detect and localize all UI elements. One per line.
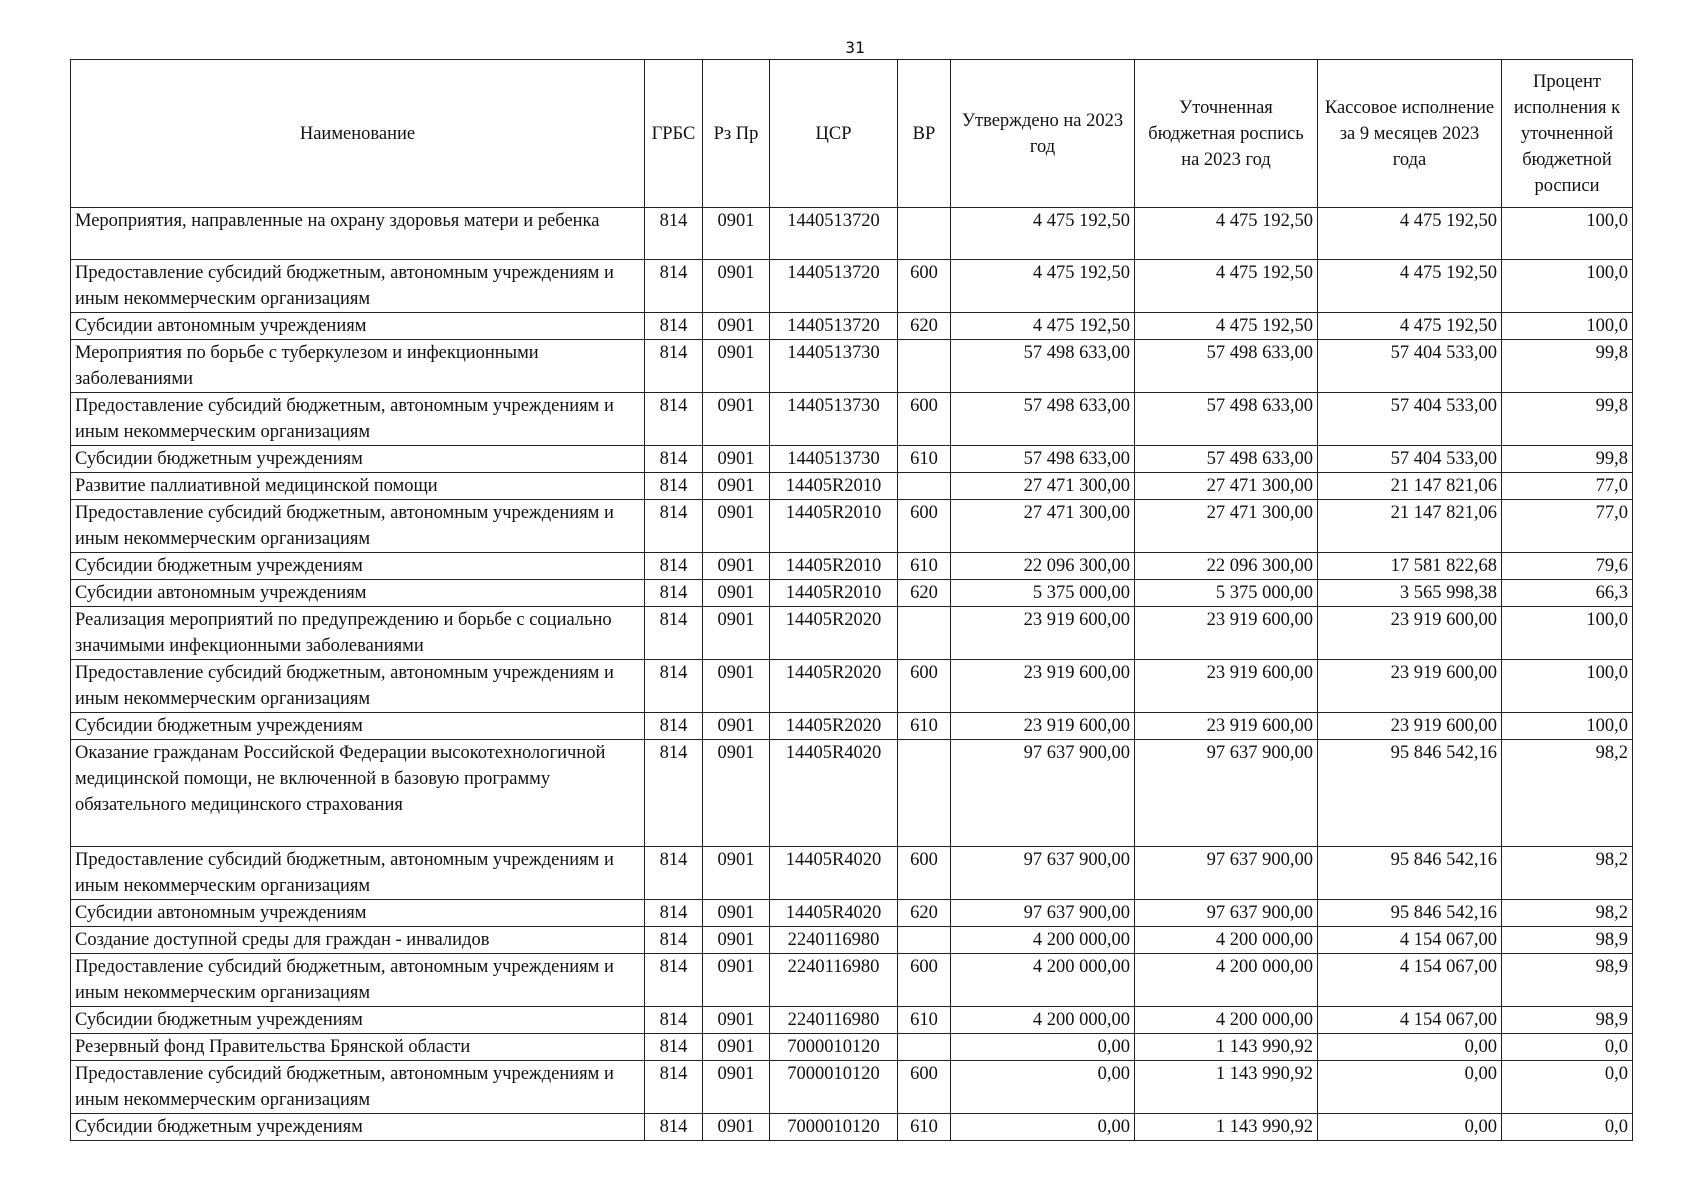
cell-rzpr: 0901 [703, 1114, 770, 1141]
cell-rzpr: 0901 [703, 927, 770, 954]
cell-approved: 57 498 633,00 [951, 340, 1135, 393]
cell-grbs: 814 [645, 740, 703, 847]
table-row [71, 260, 1633, 313]
cell-csr: 1440513720 [770, 208, 898, 260]
cell-percent: 98,2 [1502, 900, 1633, 927]
cell-vr [898, 340, 951, 393]
cell-name: Предоставление субсидий бюджетным, автономным учреждениям и иным некоммерческим организациям [71, 847, 645, 900]
cell-vr: 620 [898, 580, 951, 607]
cell-refined: 22 096 300,00 [1135, 553, 1318, 580]
cell-vr [898, 927, 951, 954]
cell-grbs: 814 [645, 340, 703, 393]
table-row [71, 847, 1633, 900]
cell-cash: 4 475 192,50 [1318, 313, 1502, 340]
cell-name: Субсидии автономным учреждениям [71, 900, 645, 927]
cell-percent: 100,0 [1502, 313, 1633, 340]
cell-grbs: 814 [645, 446, 703, 473]
cell-approved: 23 919 600,00 [951, 713, 1135, 740]
cell-cash: 4 154 067,00 [1318, 927, 1502, 954]
cell-name: Субсидии автономным учреждениям [71, 580, 645, 607]
table-row [71, 393, 1633, 446]
cell-vr: 600 [898, 500, 951, 553]
cell-approved: 5 375 000,00 [951, 580, 1135, 607]
budget-table [70, 59, 1633, 1141]
cell-vr: 610 [898, 1114, 951, 1141]
table-row [71, 208, 1633, 260]
cell-percent: 99,8 [1502, 393, 1633, 446]
cell-grbs: 814 [645, 1034, 703, 1061]
cell-name: Резервный фонд Правительства Брянской области [71, 1034, 645, 1061]
cell-approved: 4 475 192,50 [951, 313, 1135, 340]
cell-grbs: 814 [645, 393, 703, 446]
cell-percent: 98,9 [1502, 954, 1633, 1007]
cell-grbs: 814 [645, 208, 703, 260]
header-percent: Процент исполнения к уточненной бюджетной росписи [1502, 60, 1633, 208]
cell-rzpr: 0901 [703, 553, 770, 580]
cell-rzpr: 0901 [703, 473, 770, 500]
header-vr: ВР [898, 60, 951, 208]
cell-approved: 4 475 192,50 [951, 208, 1135, 260]
cell-grbs: 814 [645, 713, 703, 740]
cell-percent: 100,0 [1502, 713, 1633, 740]
header-name: Наименование [71, 60, 645, 208]
table-row [71, 1061, 1633, 1114]
cell-refined: 23 919 600,00 [1135, 607, 1318, 660]
table-row [71, 607, 1633, 660]
header-rzpr: Рз Пр [703, 60, 770, 208]
cell-rzpr: 0901 [703, 660, 770, 713]
table-row [71, 900, 1633, 927]
cell-grbs: 814 [645, 580, 703, 607]
cell-rzpr: 0901 [703, 1034, 770, 1061]
cell-percent: 66,3 [1502, 580, 1633, 607]
cell-csr: 7000010120 [770, 1114, 898, 1141]
cell-refined: 1 143 990,92 [1135, 1114, 1318, 1141]
cell-refined: 4 200 000,00 [1135, 927, 1318, 954]
cell-percent: 98,2 [1502, 740, 1633, 847]
cell-approved: 0,00 [951, 1061, 1135, 1114]
cell-approved: 4 200 000,00 [951, 1007, 1135, 1034]
cell-cash: 4 154 067,00 [1318, 1007, 1502, 1034]
cell-rzpr: 0901 [703, 580, 770, 607]
cell-name: Предоставление субсидий бюджетным, автономным учреждениям и иным некоммерческим организациям [71, 393, 645, 446]
cell-percent: 99,8 [1502, 446, 1633, 473]
cell-cash: 95 846 542,16 [1318, 847, 1502, 900]
cell-percent: 100,0 [1502, 607, 1633, 660]
cell-percent: 98,2 [1502, 847, 1633, 900]
cell-cash: 4 475 192,50 [1318, 208, 1502, 260]
cell-percent: 77,0 [1502, 500, 1633, 553]
table-row [71, 500, 1633, 553]
cell-grbs: 814 [645, 607, 703, 660]
cell-approved: 0,00 [951, 1114, 1135, 1141]
cell-approved: 23 919 600,00 [951, 660, 1135, 713]
table-row [71, 927, 1633, 954]
cell-vr: 600 [898, 660, 951, 713]
cell-grbs: 814 [645, 553, 703, 580]
cell-percent: 98,9 [1502, 1007, 1633, 1034]
cell-csr: 1440513720 [770, 260, 898, 313]
cell-csr: 1440513730 [770, 393, 898, 446]
cell-vr [898, 740, 951, 847]
cell-grbs: 814 [645, 260, 703, 313]
cell-grbs: 814 [645, 1007, 703, 1034]
cell-vr: 600 [898, 954, 951, 1007]
cell-refined: 57 498 633,00 [1135, 446, 1318, 473]
cell-refined: 23 919 600,00 [1135, 713, 1318, 740]
cell-percent: 98,9 [1502, 927, 1633, 954]
cell-grbs: 814 [645, 954, 703, 1007]
cell-name: Создание доступной среды для граждан - инвалидов [71, 927, 645, 954]
cell-grbs: 814 [645, 1061, 703, 1114]
cell-approved: 0,00 [951, 1034, 1135, 1061]
cell-cash: 3 565 998,38 [1318, 580, 1502, 607]
cell-vr: 610 [898, 553, 951, 580]
cell-approved: 4 200 000,00 [951, 927, 1135, 954]
cell-rzpr: 0901 [703, 313, 770, 340]
cell-csr: 7000010120 [770, 1061, 898, 1114]
cell-csr: 14405R2010 [770, 500, 898, 553]
cell-name: Предоставление субсидий бюджетным, автономным учреждениям и иным некоммерческим организациям [71, 260, 645, 313]
cell-approved: 27 471 300,00 [951, 500, 1135, 553]
cell-csr: 2240116980 [770, 954, 898, 1007]
cell-refined: 97 637 900,00 [1135, 740, 1318, 847]
cell-rzpr: 0901 [703, 847, 770, 900]
header-refined: Уточненная бюджетная роспись на 2023 год [1135, 60, 1318, 208]
table-row [71, 713, 1633, 740]
cell-refined: 57 498 633,00 [1135, 393, 1318, 446]
cell-cash: 21 147 821,06 [1318, 473, 1502, 500]
cell-name: Предоставление субсидий бюджетным, автономным учреждениям и иным некоммерческим организациям [71, 1061, 645, 1114]
cell-csr: 14405R2020 [770, 660, 898, 713]
cell-refined: 57 498 633,00 [1135, 340, 1318, 393]
header-csr: ЦСР [770, 60, 898, 208]
cell-percent: 100,0 [1502, 260, 1633, 313]
cell-cash: 4 154 067,00 [1318, 954, 1502, 1007]
cell-approved: 57 498 633,00 [951, 446, 1135, 473]
cell-csr: 14405R4020 [770, 847, 898, 900]
cell-cash: 95 846 542,16 [1318, 900, 1502, 927]
cell-refined: 27 471 300,00 [1135, 500, 1318, 553]
cell-approved: 97 637 900,00 [951, 847, 1135, 900]
cell-csr: 7000010120 [770, 1034, 898, 1061]
cell-grbs: 814 [645, 473, 703, 500]
cell-refined: 4 200 000,00 [1135, 1007, 1318, 1034]
cell-cash: 0,00 [1318, 1061, 1502, 1114]
header-grbs: ГРБС [645, 60, 703, 208]
cell-vr: 610 [898, 446, 951, 473]
cell-approved: 23 919 600,00 [951, 607, 1135, 660]
table-row [71, 340, 1633, 393]
table-row [71, 954, 1633, 1007]
cell-vr [898, 1034, 951, 1061]
cell-refined: 4 200 000,00 [1135, 954, 1318, 1007]
cell-percent: 100,0 [1502, 208, 1633, 260]
cell-rzpr: 0901 [703, 446, 770, 473]
cell-csr: 14405R2010 [770, 553, 898, 580]
table-row [71, 553, 1633, 580]
cell-rzpr: 0901 [703, 260, 770, 313]
cell-csr: 14405R2020 [770, 713, 898, 740]
cell-name: Субсидии бюджетным учреждениям [71, 553, 645, 580]
cell-grbs: 814 [645, 927, 703, 954]
cell-cash: 57 404 533,00 [1318, 340, 1502, 393]
cell-csr: 2240116980 [770, 927, 898, 954]
cell-percent: 0,0 [1502, 1114, 1633, 1141]
cell-cash: 17 581 822,68 [1318, 553, 1502, 580]
page-number: 31 [845, 38, 865, 57]
cell-rzpr: 0901 [703, 208, 770, 260]
cell-grbs: 814 [645, 313, 703, 340]
cell-vr: 600 [898, 847, 951, 900]
cell-cash: 57 404 533,00 [1318, 446, 1502, 473]
cell-csr: 14405R4020 [770, 900, 898, 927]
cell-refined: 1 143 990,92 [1135, 1061, 1318, 1114]
cell-csr: 1440513730 [770, 446, 898, 473]
cell-rzpr: 0901 [703, 340, 770, 393]
cell-percent: 99,8 [1502, 340, 1633, 393]
cell-refined: 97 637 900,00 [1135, 847, 1318, 900]
header-approved: Утверждено на 2023 год [951, 60, 1135, 208]
cell-csr: 14405R2020 [770, 607, 898, 660]
cell-name: Субсидии бюджетным учреждениям [71, 446, 645, 473]
cell-rzpr: 0901 [703, 1007, 770, 1034]
cell-grbs: 814 [645, 660, 703, 713]
table-row [71, 473, 1633, 500]
cell-vr: 600 [898, 393, 951, 446]
cell-approved: 4 200 000,00 [951, 954, 1135, 1007]
cell-name: Мероприятия по борьбе с туберкулезом и инфекционными заболеваниями [71, 340, 645, 393]
table-row [71, 313, 1633, 340]
cell-name: Предоставление субсидий бюджетным, автономным учреждениям и иным некоммерческим организациям [71, 954, 645, 1007]
cell-name: Предоставление субсидий бюджетным, автономным учреждениям и иным некоммерческим организациям [71, 660, 645, 713]
cell-approved: 97 637 900,00 [951, 900, 1135, 927]
cell-grbs: 814 [645, 900, 703, 927]
cell-refined: 4 475 192,50 [1135, 208, 1318, 260]
cell-approved: 97 637 900,00 [951, 740, 1135, 847]
cell-csr: 1440513720 [770, 313, 898, 340]
cell-vr [898, 607, 951, 660]
cell-refined: 4 475 192,50 [1135, 313, 1318, 340]
cell-rzpr: 0901 [703, 900, 770, 927]
table-row [71, 740, 1633, 847]
cell-vr: 600 [898, 1061, 951, 1114]
cell-name: Субсидии бюджетным учреждениям [71, 713, 645, 740]
table-row [71, 1007, 1633, 1034]
cell-refined: 1 143 990,92 [1135, 1034, 1318, 1061]
cell-cash: 23 919 600,00 [1318, 660, 1502, 713]
cell-grbs: 814 [645, 847, 703, 900]
cell-rzpr: 0901 [703, 393, 770, 446]
cell-name: Мероприятия, направленные на охрану здоровья матери и ребенка [71, 208, 645, 260]
cell-cash: 0,00 [1318, 1034, 1502, 1061]
cell-vr: 620 [898, 313, 951, 340]
header-row [71, 60, 1633, 208]
cell-cash: 57 404 533,00 [1318, 393, 1502, 446]
table-row [71, 1114, 1633, 1141]
cell-name: Реализация мероприятий по предупреждению и борьбе с социально значимыми инфекционными заболеваниями [71, 607, 645, 660]
cell-grbs: 814 [645, 1114, 703, 1141]
cell-grbs: 814 [645, 500, 703, 553]
cell-cash: 23 919 600,00 [1318, 607, 1502, 660]
cell-cash: 23 919 600,00 [1318, 713, 1502, 740]
cell-rzpr: 0901 [703, 500, 770, 553]
cell-approved: 57 498 633,00 [951, 393, 1135, 446]
cell-name: Предоставление субсидий бюджетным, автономным учреждениям и иным некоммерческим организациям [71, 500, 645, 553]
header-cash: Кассовое исполнение за 9 месяцев 2023 года [1318, 60, 1502, 208]
table-row [71, 660, 1633, 713]
cell-percent: 0,0 [1502, 1034, 1633, 1061]
cell-vr [898, 208, 951, 260]
cell-percent: 0,0 [1502, 1061, 1633, 1114]
cell-percent: 100,0 [1502, 660, 1633, 713]
cell-csr: 2240116980 [770, 1007, 898, 1034]
cell-cash: 4 475 192,50 [1318, 260, 1502, 313]
cell-cash: 0,00 [1318, 1114, 1502, 1141]
cell-approved: 22 096 300,00 [951, 553, 1135, 580]
cell-csr: 1440513730 [770, 340, 898, 393]
cell-cash: 95 846 542,16 [1318, 740, 1502, 847]
cell-vr [898, 473, 951, 500]
cell-refined: 23 919 600,00 [1135, 660, 1318, 713]
cell-rzpr: 0901 [703, 713, 770, 740]
cell-rzpr: 0901 [703, 1061, 770, 1114]
cell-csr: 14405R2010 [770, 580, 898, 607]
cell-name: Развитие паллиативной медицинской помощи [71, 473, 645, 500]
cell-csr: 14405R4020 [770, 740, 898, 847]
cell-name: Субсидии бюджетным учреждениям [71, 1007, 645, 1034]
table-row [71, 446, 1633, 473]
cell-cash: 21 147 821,06 [1318, 500, 1502, 553]
cell-name: Субсидии автономным учреждениям [71, 313, 645, 340]
cell-rzpr: 0901 [703, 607, 770, 660]
table-row [71, 580, 1633, 607]
cell-csr: 14405R2010 [770, 473, 898, 500]
cell-refined: 97 637 900,00 [1135, 900, 1318, 927]
cell-percent: 77,0 [1502, 473, 1633, 500]
cell-refined: 27 471 300,00 [1135, 473, 1318, 500]
cell-rzpr: 0901 [703, 740, 770, 847]
cell-vr: 620 [898, 900, 951, 927]
cell-refined: 5 375 000,00 [1135, 580, 1318, 607]
cell-vr: 600 [898, 260, 951, 313]
cell-name: Субсидии бюджетным учреждениям [71, 1114, 645, 1141]
table-row [71, 1034, 1633, 1061]
cell-refined: 4 475 192,50 [1135, 260, 1318, 313]
cell-approved: 4 475 192,50 [951, 260, 1135, 313]
cell-approved: 27 471 300,00 [951, 473, 1135, 500]
cell-vr: 610 [898, 713, 951, 740]
cell-percent: 79,6 [1502, 553, 1633, 580]
cell-vr: 610 [898, 1007, 951, 1034]
cell-name: Оказание гражданам Российской Федерации высокотехнологичной медицинской помощи, не включенной в базовую программу обязательного медицинского страхования [71, 740, 645, 847]
cell-rzpr: 0901 [703, 954, 770, 1007]
